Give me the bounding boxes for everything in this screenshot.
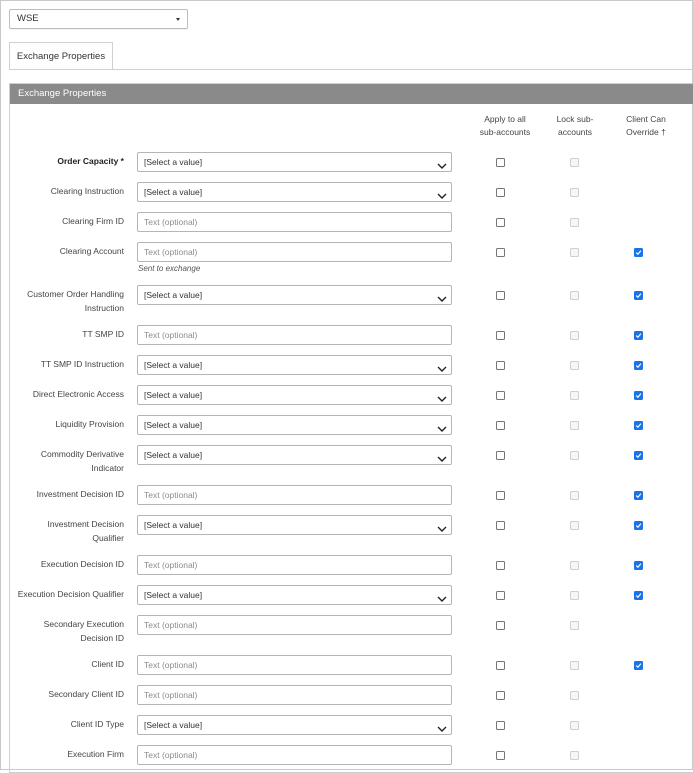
lock-sub-accounts-checkbox [570,291,579,300]
field-label-line1: TT SMP ID Instruction [40,359,124,369]
lock-sub-accounts-checkbox [570,248,579,257]
field-label [4,747,124,761]
column-header-apply-all-line1: Apply to all [484,114,526,124]
value-select[interactable] [137,415,452,435]
column-header-lock-sub-line1: Lock sub- [556,114,594,124]
client-override-checkbox[interactable] [634,391,643,400]
field-label-line1: Investment Decision ID [36,489,124,499]
input-placeholder: Text (optional) [144,690,198,700]
field-label [4,687,124,701]
input-placeholder: Text (optional) [144,217,198,227]
field-label-line1: Execution Decision ID [40,559,124,569]
input-placeholder: Text (optional) [144,330,198,340]
field-label-line1: Clearing Instruction [50,186,124,196]
field-label [4,357,124,371]
chevron-down-icon [437,521,447,529]
apply-all-checkbox[interactable] [496,218,505,227]
client-override-checkbox[interactable] [634,561,643,570]
select-value: [Select a value] [144,450,203,460]
column-header-lock-sub [547,113,603,139]
tab-exchange-properties[interactable]: Exchange Properties [9,42,113,69]
client-override-checkbox[interactable] [634,331,643,340]
select-value: [Select a value] [144,590,203,600]
select-value: [Select a value] [144,390,203,400]
input-placeholder: Text (optional) [144,620,198,630]
field-label [4,387,124,401]
field-label-line1: Customer Order Handling [27,289,124,299]
field-label-line1: Commodity Derivative [40,449,124,459]
lock-sub-accounts-checkbox [570,451,579,460]
field-label-line2: Instruction [84,303,124,313]
lock-sub-accounts-checkbox [570,661,579,670]
apply-all-checkbox[interactable] [496,621,505,630]
text-input[interactable] [137,745,452,765]
text-input[interactable] [137,655,452,675]
apply-all-checkbox[interactable] [496,291,505,300]
chevron-down-icon [437,361,447,369]
lock-sub-accounts-checkbox [570,391,579,400]
chevron-down-icon [437,158,447,166]
input-placeholder: Text (optional) [144,660,198,670]
select-value: [Select a value] [144,520,203,530]
select-value: [Select a value] [144,360,203,370]
client-override-checkbox[interactable] [634,661,643,670]
input-placeholder: Text (optional) [144,560,198,570]
apply-all-checkbox[interactable] [496,721,505,730]
field-label [4,184,124,198]
lock-sub-accounts-checkbox [570,421,579,430]
select-value: [Select a value] [144,157,203,167]
field-label [4,214,124,228]
lock-sub-accounts-checkbox [570,491,579,500]
apply-all-checkbox[interactable] [496,561,505,570]
client-override-checkbox[interactable] [634,361,643,370]
field-hint: Sent to exchange [138,264,201,273]
column-header-apply-all-line2: sub-accounts [479,127,531,137]
value-select[interactable] [137,152,452,172]
text-input[interactable] [137,212,452,232]
chevron-down-icon [437,591,447,599]
field-label-line1: Secondary Client ID [48,689,124,699]
field-label [4,327,124,341]
value-select[interactable] [137,715,452,735]
field-label [4,657,124,671]
text-input[interactable] [137,242,452,262]
field-label-line2: Decision ID [80,633,124,643]
field-label-line1: Client ID [91,659,124,669]
client-override-checkbox[interactable] [634,521,643,530]
column-header-lock-sub-line2: accounts [557,127,593,137]
exchange-select[interactable] [9,9,188,29]
value-select[interactable] [137,182,452,202]
input-placeholder: Text (optional) [144,750,198,760]
chevron-down-icon [437,721,447,729]
chevron-down-icon [437,391,447,399]
client-override-checkbox[interactable] [634,421,643,430]
apply-all-checkbox[interactable] [496,158,505,167]
chevron-down-icon [437,451,447,459]
field-label-line1: Execution Firm [67,749,124,759]
apply-all-checkbox[interactable] [496,751,505,760]
field-label [4,557,124,571]
chevron-down-icon [437,291,447,299]
field-label [4,287,124,315]
value-select[interactable] [137,385,452,405]
column-header-apply-all [472,113,538,139]
field-label-line1: Secondary Execution [43,619,124,629]
client-override-checkbox[interactable] [634,451,643,460]
value-select[interactable] [137,515,452,535]
text-input[interactable] [137,485,452,505]
caret-down-icon [176,18,180,21]
apply-all-checkbox[interactable] [496,451,505,460]
field-label [4,154,124,168]
client-override-checkbox[interactable] [634,248,643,257]
field-label [4,587,124,601]
lock-sub-accounts-checkbox [570,561,579,570]
field-label [4,244,124,258]
field-label-line1: Client ID Type [70,719,124,729]
exchange-select-value: WSE [17,13,39,24]
field-label-line1: Liquidity Provision [55,419,124,429]
apply-all-checkbox[interactable] [496,591,505,600]
field-label-line2: Qualifier [92,533,124,543]
tabs-divider [9,69,693,70]
field-label-line1: Execution Decision Qualifier [17,589,124,599]
apply-all-checkbox[interactable] [496,661,505,670]
client-override-checkbox[interactable] [634,291,643,300]
lock-sub-accounts-checkbox [570,361,579,370]
chevron-down-icon [437,188,447,196]
lock-sub-accounts-checkbox [570,331,579,340]
field-label-line1: Order Capacity * [57,156,124,166]
field-label-line1: TT SMP ID [82,329,124,339]
value-select[interactable] [137,445,452,465]
column-header-client-override-line1: Client Can [626,114,666,124]
lock-sub-accounts-checkbox [570,158,579,167]
input-placeholder: Text (optional) [144,247,198,257]
text-input[interactable] [137,555,452,575]
value-select[interactable] [137,285,452,305]
text-input[interactable] [137,685,452,705]
field-label [4,517,124,545]
lock-sub-accounts-checkbox [570,721,579,730]
field-label-line1: Clearing Firm ID [62,216,124,226]
column-header-client-override [616,113,676,139]
field-label-line1: Clearing Account [59,246,124,256]
lock-sub-accounts-checkbox [570,691,579,700]
field-label [4,487,124,501]
lock-sub-accounts-checkbox [570,218,579,227]
field-label [4,717,124,731]
lock-sub-accounts-checkbox [570,188,579,197]
select-value: [Select a value] [144,187,203,197]
value-select[interactable] [137,355,452,375]
field-label [4,417,124,431]
select-value: [Select a value] [144,290,203,300]
field-label [4,617,124,645]
select-value: [Select a value] [144,420,203,430]
value-select[interactable] [137,585,452,605]
field-label-line1: Investment Decision [47,519,124,529]
apply-all-checkbox[interactable] [496,188,505,197]
apply-all-checkbox[interactable] [496,248,505,257]
lock-sub-accounts-checkbox [570,621,579,630]
apply-all-checkbox[interactable] [496,391,505,400]
client-override-checkbox[interactable] [634,491,643,500]
apply-all-checkbox[interactable] [496,521,505,530]
lock-sub-accounts-checkbox [570,521,579,530]
apply-all-checkbox[interactable] [496,691,505,700]
apply-all-checkbox[interactable] [496,491,505,500]
field-label-line1: Direct Electronic Access [32,389,124,399]
text-input[interactable] [137,615,452,635]
column-header-client-override-line2: Override † [626,127,666,137]
apply-all-checkbox[interactable] [496,331,505,340]
apply-all-checkbox[interactable] [496,361,505,370]
apply-all-checkbox[interactable] [496,421,505,430]
field-label [4,447,124,475]
lock-sub-accounts-checkbox [570,751,579,760]
client-override-checkbox[interactable] [634,591,643,600]
lock-sub-accounts-checkbox [570,591,579,600]
text-input[interactable] [137,325,452,345]
input-placeholder: Text (optional) [144,490,198,500]
panel-title: Exchange Properties [10,84,693,104]
field-label-line2: Indicator [91,463,124,473]
select-value: [Select a value] [144,720,203,730]
chevron-down-icon [437,421,447,429]
